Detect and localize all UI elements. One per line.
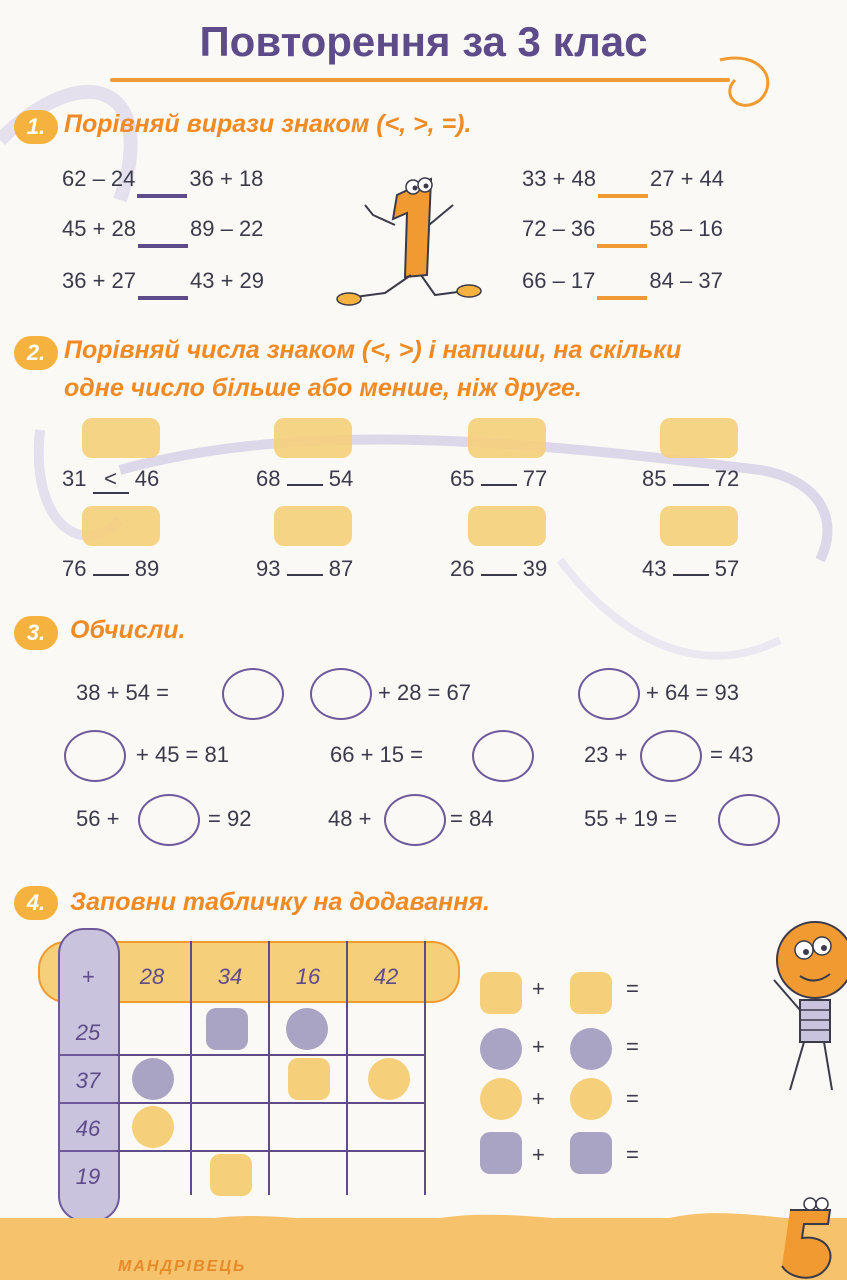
difference-answer-box[interactable]	[468, 506, 546, 546]
task1-left-row-3	[62, 268, 264, 300]
expr-b: 36 + 18	[189, 166, 264, 191]
answer-circle[interactable]	[578, 668, 640, 720]
grid-line	[424, 941, 426, 1195]
page-title: Повторення за 3 клас	[199, 18, 648, 65]
calc-expr: + 28 = 67	[378, 680, 471, 705]
task4-number: 4.	[14, 886, 58, 920]
sign-blank[interactable]	[93, 574, 129, 576]
difference-answer-box[interactable]	[468, 418, 546, 458]
equals-sign: =	[626, 976, 639, 1001]
expr-a: 62 – 24	[62, 166, 136, 191]
answer-circle[interactable]	[64, 730, 126, 782]
lavender-square-cell[interactable]	[206, 1008, 248, 1050]
difference-answer-box[interactable]	[274, 418, 352, 458]
answer-circle[interactable]	[310, 668, 372, 720]
yellow-circle-icon	[480, 1078, 522, 1120]
answer-circle[interactable]	[472, 730, 534, 782]
task1-left-row-2	[62, 216, 263, 248]
number-five-mascot-illustration	[770, 1190, 847, 1280]
lavender-circle-cell[interactable]	[286, 1008, 328, 1050]
grid-line	[58, 1150, 116, 1152]
answer-blank[interactable]	[138, 244, 188, 248]
task2-pair: 65 77	[450, 466, 548, 491]
lavender-circle-icon	[570, 1028, 612, 1070]
number-one-mascot-illustration	[335, 165, 485, 315]
expr-a: 33 + 48	[522, 166, 597, 191]
task1-number: 1.	[14, 110, 58, 144]
grid-line	[190, 941, 192, 1195]
lavender-square-icon	[570, 1132, 612, 1174]
task2-pair: 93 87	[256, 556, 354, 581]
calc-expr: 66 + 15 =	[330, 742, 423, 767]
answer-circle[interactable]	[138, 794, 200, 846]
expr-b: 27 + 44	[650, 166, 725, 191]
expr-a: 36 + 27	[62, 268, 137, 293]
footer-wave	[0, 1206, 847, 1236]
answer-circle[interactable]	[222, 668, 284, 720]
col-header: 16	[295, 964, 321, 989]
answer-circle[interactable]	[718, 794, 780, 846]
calc-expr: 56 +	[76, 806, 120, 831]
yellow-square-icon	[570, 972, 612, 1014]
yellow-square-icon	[480, 972, 522, 1014]
difference-answer-box[interactable]	[82, 506, 160, 546]
row-header: 46	[75, 1116, 101, 1141]
task4-heading: Заповни табличку на додавання.	[70, 888, 491, 916]
task1-right-row-2	[522, 216, 723, 248]
sign-blank[interactable]	[287, 574, 323, 576]
answer-blank[interactable]	[137, 194, 187, 198]
task2-pair: 76 89	[62, 556, 160, 581]
difference-answer-box[interactable]	[660, 506, 738, 546]
task2-pair: 31 < 46	[62, 466, 159, 494]
yellow-square-cell[interactable]	[210, 1154, 252, 1196]
expr-a: 72 – 36	[522, 216, 596, 241]
calc-expr: 48 +	[328, 806, 372, 831]
row-header: 19	[75, 1164, 101, 1189]
expr-b: 89 – 22	[190, 216, 264, 241]
yellow-circle-cell[interactable]	[132, 1106, 174, 1148]
answer-blank[interactable]	[138, 296, 188, 300]
sign-blank[interactable]: <	[93, 466, 129, 494]
col-header: 34	[217, 964, 243, 989]
sign-blank[interactable]	[481, 484, 517, 486]
difference-answer-box[interactable]	[660, 418, 738, 458]
equals-sign: =	[626, 1086, 639, 1111]
grid-line	[268, 941, 270, 1195]
task2-heading-line1: Порівняй числа знаком (<, >) і напиши, на скільки	[64, 336, 682, 364]
task3-number: 3.	[14, 616, 58, 650]
lightbulb-mascot-illustration	[760, 910, 847, 1110]
yellow-square-cell[interactable]	[288, 1058, 330, 1100]
plus-sign: +	[532, 1142, 545, 1167]
yellow-circle-cell[interactable]	[368, 1058, 410, 1100]
table-corner: +	[81, 964, 95, 989]
difference-answer-box[interactable]	[274, 506, 352, 546]
task1-heading: Порівняй вирази знаком (<, >, =).	[64, 110, 472, 138]
lavender-circle-cell[interactable]	[132, 1058, 174, 1100]
sign-blank[interactable]	[287, 484, 323, 486]
expr-b: 58 – 16	[649, 216, 723, 241]
task3-heading: Обчисли.	[70, 616, 186, 644]
task2-pair: 85 72	[642, 466, 740, 491]
plus-sign: +	[532, 1086, 545, 1111]
row-header: 25	[75, 1020, 101, 1045]
answer-blank[interactable]	[597, 296, 647, 300]
calc-expr: = 43	[710, 742, 754, 767]
plus-sign: +	[532, 1034, 545, 1059]
answer-blank[interactable]	[597, 244, 647, 248]
calc-expr: 23 +	[584, 742, 628, 767]
grid-line	[58, 1054, 116, 1056]
grid-line	[116, 1102, 426, 1104]
expr-a: 45 + 28	[62, 216, 137, 241]
task1-right-row-3	[522, 268, 723, 300]
lavender-circle-icon	[480, 1028, 522, 1070]
calc-expr: 38 + 54 =	[76, 680, 169, 705]
task1-right-row-1	[522, 166, 724, 198]
calc-expr: = 92	[208, 806, 252, 831]
answer-blank[interactable]	[598, 194, 648, 198]
lavender-square-icon	[480, 1132, 522, 1174]
task2-heading-line2: одне число більше або менше, ніж друге.	[64, 374, 582, 402]
task1-left-row-1	[62, 166, 263, 198]
yellow-circle-icon	[570, 1078, 612, 1120]
task2-number: 2.	[14, 336, 58, 370]
task2-pair: 26 39	[450, 556, 548, 581]
sign-blank[interactable]	[481, 574, 517, 576]
publisher-brand: МАНДРІВЕЦЬ	[118, 1258, 247, 1275]
col-header: 28	[139, 964, 165, 989]
answer-circle[interactable]	[384, 794, 446, 846]
expr-b: 43 + 29	[190, 268, 265, 293]
calc-expr: = 84	[450, 806, 494, 831]
title-underline	[110, 78, 730, 82]
sign-blank[interactable]	[673, 574, 709, 576]
grid-line	[58, 1102, 116, 1104]
calc-expr: + 64 = 93	[646, 680, 739, 705]
grid-line	[116, 1054, 426, 1056]
task2-pair: 43 57	[642, 556, 740, 581]
row-header: 37	[75, 1068, 101, 1093]
sign-blank[interactable]	[673, 484, 709, 486]
col-header: 42	[373, 964, 399, 989]
grid-line	[346, 941, 348, 1195]
expr-a: 66 – 17	[522, 268, 596, 293]
task2-pair: 68 54	[256, 466, 354, 491]
equals-sign: =	[626, 1034, 639, 1059]
difference-answer-box[interactable]	[82, 418, 160, 458]
plus-sign: +	[532, 976, 545, 1001]
grid-line	[116, 1150, 426, 1152]
calc-expr: 55 + 19 =	[584, 806, 677, 831]
expr-b: 84 – 37	[649, 268, 723, 293]
answer-circle[interactable]	[640, 730, 702, 782]
calc-expr: + 45 = 81	[136, 742, 229, 767]
equals-sign: =	[626, 1142, 639, 1167]
